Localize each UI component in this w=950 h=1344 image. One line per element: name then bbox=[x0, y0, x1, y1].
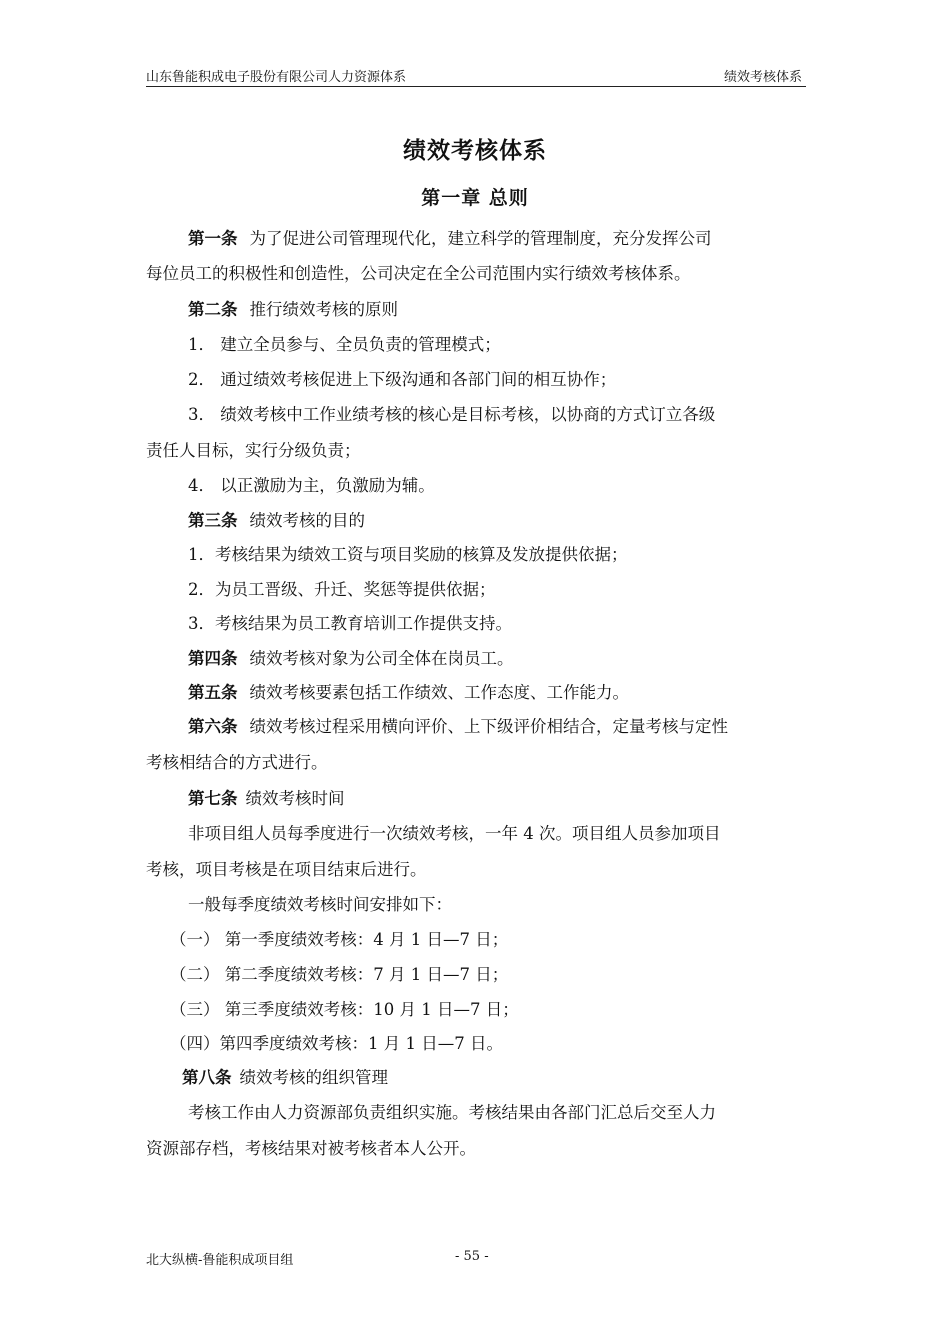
article-8-line-2: 资源部存档，考核结果对被考核者本人公开。 bbox=[146, 1139, 476, 1158]
article-2-item: 2． 通过绩效考核促进上下级沟通和各部门间的相互协作； bbox=[188, 370, 617, 389]
article-8-label: 第八条 bbox=[182, 1068, 232, 1087]
article-3-item: 3．考核结果为员工教育培训工作提供支持。 bbox=[188, 614, 512, 633]
article-8-heading bbox=[182, 1064, 388, 1088]
article-1-label: 第一条 bbox=[188, 229, 238, 248]
article-7-intro: 一般每季度绩效考核时间安排如下： bbox=[188, 895, 452, 914]
article-5-label: 第五条 bbox=[188, 683, 238, 702]
article-4-label: 第四条 bbox=[188, 649, 238, 668]
article-5-text: 绩效考核要素包括工作绩效、工作态度、工作能力。 bbox=[249, 683, 629, 702]
article-2-item-continued: 责任人目标，实行分级负责； bbox=[146, 441, 361, 460]
article-3-label: 第三条 bbox=[188, 511, 238, 530]
header-company: 山东鲁能积成电子股份有限公司人力资源体系 bbox=[146, 70, 407, 85]
article-7-para-2: 考核，项目考核是在项目结束后进行。 bbox=[146, 860, 427, 879]
article-3-item: 2．为员工晋级、升迁、奖惩等提供依据； bbox=[188, 580, 496, 599]
header-section: 绩效考核体系 bbox=[723, 70, 802, 85]
article-6-label: 第六条 bbox=[188, 717, 238, 736]
article-4 bbox=[188, 645, 514, 669]
article-3-heading bbox=[188, 507, 365, 531]
article-7-text: 绩效考核时间 bbox=[245, 789, 345, 808]
schedule-item: （四）第四季度绩效考核：1 月 1 日—7 日。 bbox=[170, 1034, 503, 1053]
article-1-line-2: 每位员工的积极性和创造性，公司决定在全公司范围内实行绩效考核体系。 bbox=[146, 264, 691, 283]
footer-project: 北大纵横-鲁能积成项目组 bbox=[146, 1253, 294, 1268]
schedule-item: （一） 第一季度绩效考核：4 月 1 日—7 日； bbox=[170, 930, 509, 949]
article-2-text: 推行绩效考核的原则 bbox=[249, 300, 398, 319]
article-3-item: 1．考核结果为绩效工资与项目奖励的核算及发放提供依据； bbox=[188, 545, 628, 564]
article-2-heading bbox=[188, 296, 398, 320]
article-7-label: 第七条 bbox=[188, 789, 238, 808]
article-2-item: 1． 建立全员参与、全员负责的管理模式； bbox=[188, 335, 501, 354]
article-7-heading bbox=[188, 785, 345, 809]
article-4-text: 绩效考核对象为公司全体在岗员工。 bbox=[249, 649, 514, 668]
schedule-item: （三） 第三季度绩效考核：10 月 1 日—7 日； bbox=[170, 1000, 519, 1019]
article-6-text-1: 绩效考核过程采用横向评价、上下级评价相结合，定量考核与定性 bbox=[249, 717, 728, 736]
article-3-text: 绩效考核的目的 bbox=[249, 511, 365, 530]
article-8-line-1: 考核工作由人力资源部负责组织实施。考核结果由各部门汇总后交至人力 bbox=[188, 1103, 716, 1122]
document-title: 绩效考核体系 bbox=[403, 137, 547, 164]
article-8-text: 绩效考核的组织管理 bbox=[239, 1068, 388, 1087]
article-6-line-2: 考核相结合的方式进行。 bbox=[146, 753, 328, 772]
page-number: - 55 - bbox=[455, 1249, 489, 1264]
article-1-line-1 bbox=[188, 225, 712, 249]
article-1-text-1: 为了促进公司管理现代化，建立科学的管理制度，充分发挥公司 bbox=[249, 229, 712, 248]
article-2-item: 3． 绩效考核中工作业绩考核的核心是目标考核，以协商的方式订立各级 bbox=[188, 405, 716, 424]
article-5 bbox=[188, 679, 629, 703]
chapter-heading: 第一章 总则 bbox=[421, 187, 529, 209]
article-2-item: 4． 以正激励为主，负激励为辅。 bbox=[188, 476, 435, 495]
article-2-label: 第二条 bbox=[188, 300, 238, 319]
schedule-item: （二） 第二季度绩效考核：7 月 1 日—7 日； bbox=[170, 965, 509, 984]
article-7-para-1: 非项目组人员每季度进行一次绩效考核，一年 4 次。项目组人员参加项目 bbox=[188, 824, 721, 843]
article-6-line-1 bbox=[188, 713, 728, 737]
page-header bbox=[146, 64, 806, 87]
